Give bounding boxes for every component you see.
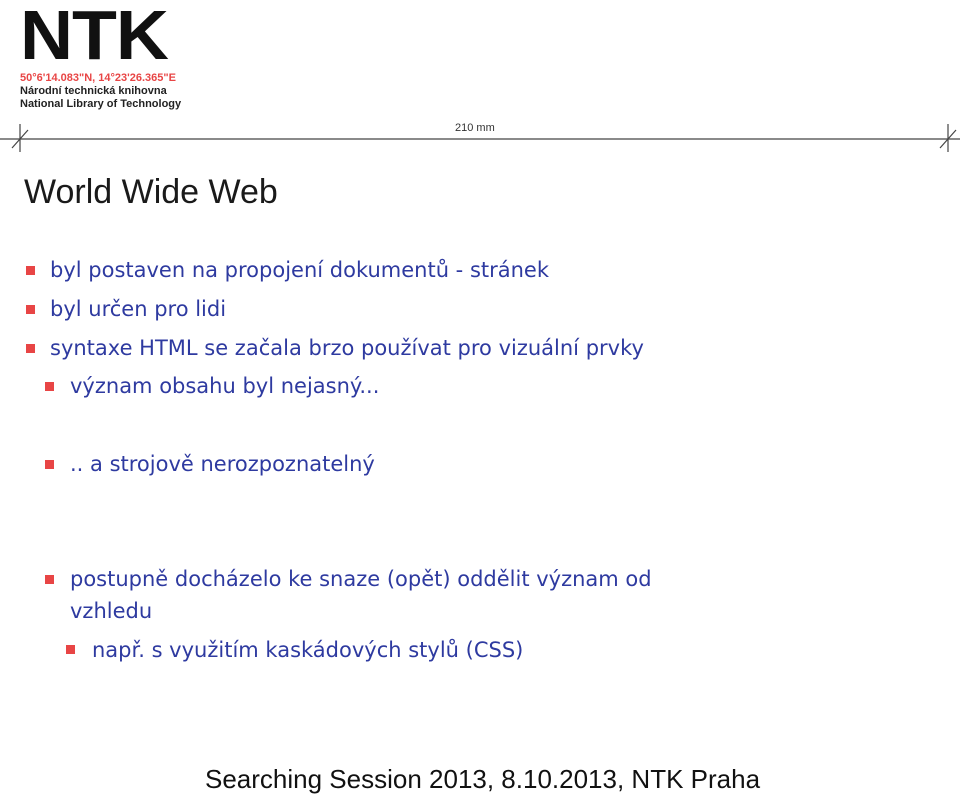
bullet-marker [45, 575, 54, 584]
logo-name-cs: Národní technická knihovna [20, 85, 167, 97]
bullet-item: postupně docházelo ke snaze (opět) oddělit význam od [70, 567, 652, 591]
bullet-marker [26, 305, 35, 314]
ruler-label: 210 mm [455, 122, 495, 134]
bullet-item: význam obsahu byl nejasný... [70, 374, 380, 398]
bullet-item-continuation: vzhledu [70, 599, 153, 623]
bullet-marker [45, 460, 54, 469]
bullet-item: např. s využitím kaskádových stylů (CSS) [92, 638, 524, 662]
logo-name-en: National Library of Technology [20, 98, 182, 110]
bullet-marker [26, 266, 35, 275]
bullet-marker [26, 344, 35, 353]
slide-footer: Searching Session 2013, 8.10.2013, NTK Praha [205, 764, 761, 794]
bullet-item: byl postaven na propojení dokumentů - stránek [50, 258, 550, 282]
bullet-item: syntaxe HTML se začala brzo používat pro vizuální prvky [50, 336, 644, 360]
bullet-marker [66, 645, 75, 654]
logo-coordinates: 50°6'14.083"N, 14°23'26.365"E [20, 72, 176, 84]
ntk-logo [20, 0, 260, 111]
slide-title: World Wide Web [24, 173, 278, 211]
bullet-item: byl určen pro lidi [50, 297, 227, 321]
logo-mark: NTK [20, 0, 168, 74]
bullet-marker [45, 382, 54, 391]
bullet-item: .. a strojově nerozpoznatelný [70, 452, 375, 476]
